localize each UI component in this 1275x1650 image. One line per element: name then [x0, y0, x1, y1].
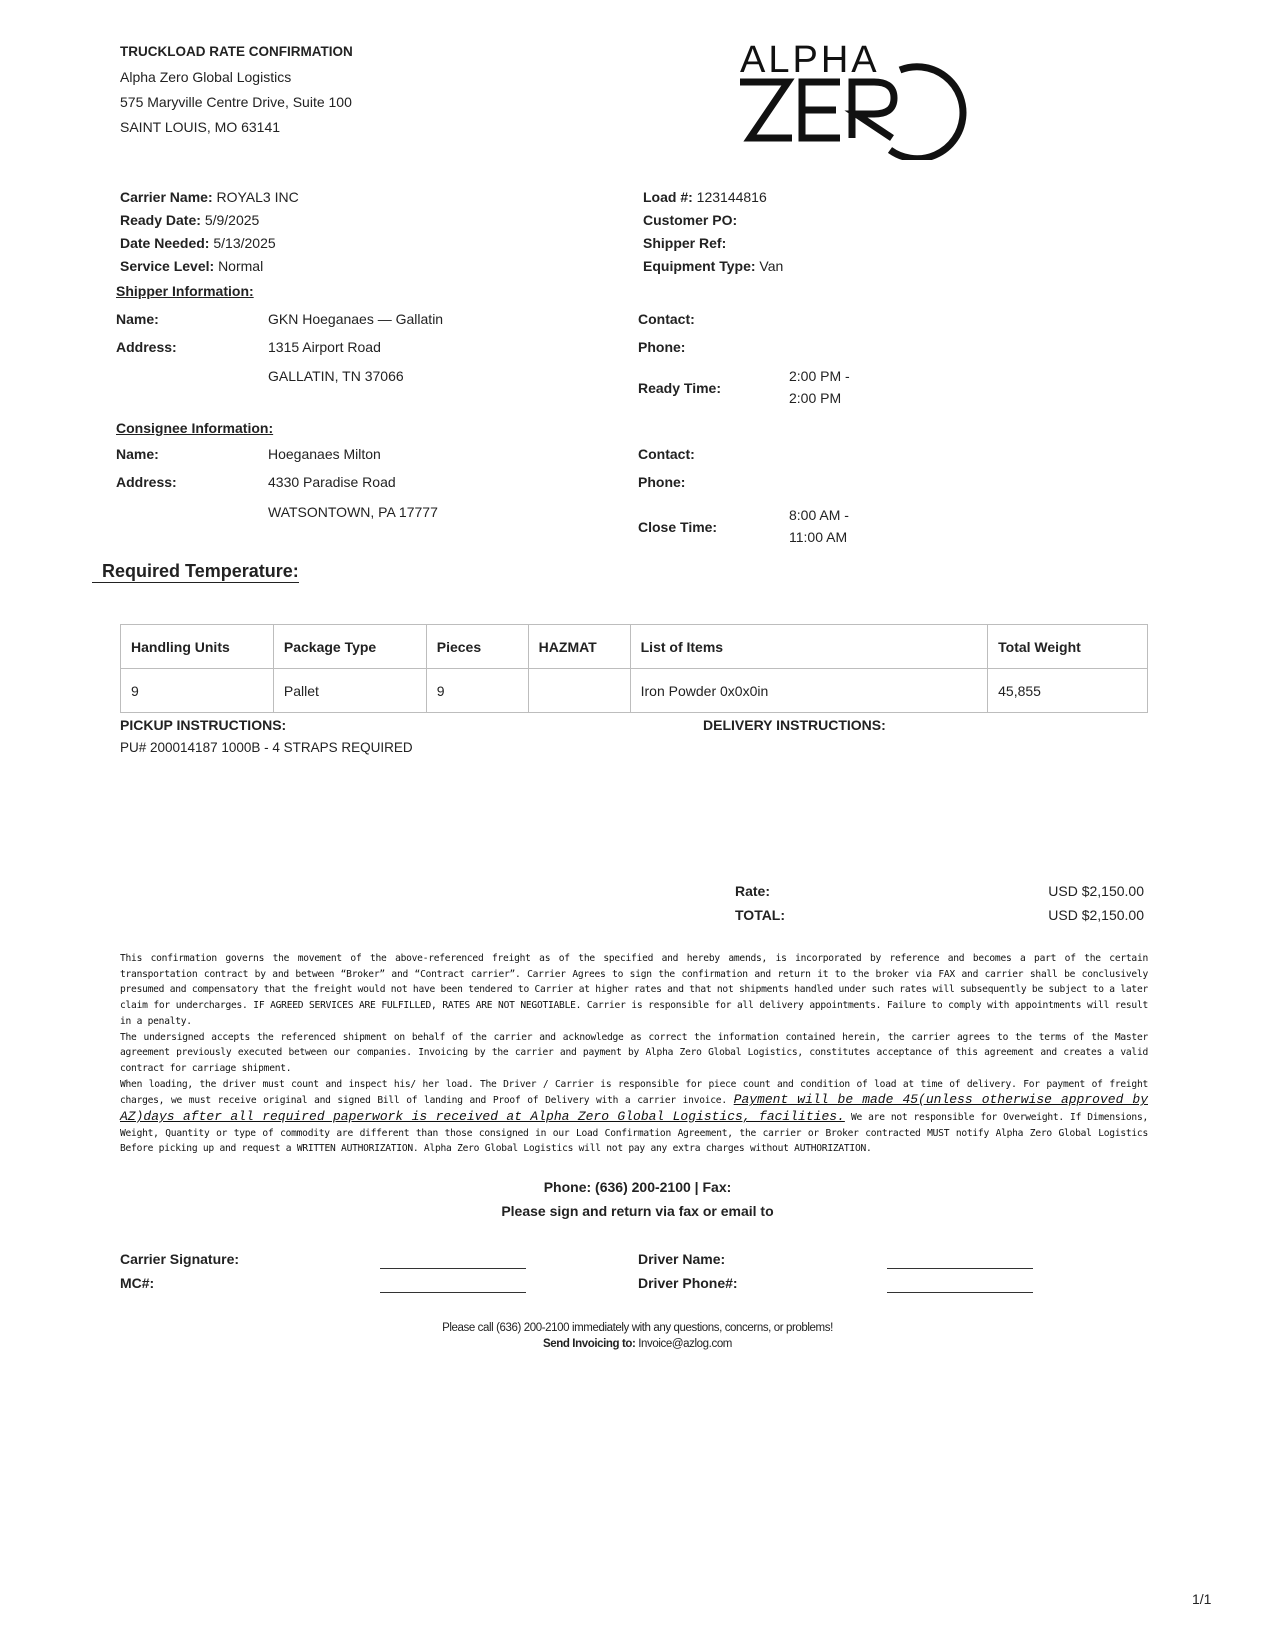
- terms-paragraph-1: This confirmation governs the movement of the above-referenced freight as of the specified and hereby amends, is incorporated by reference and becomes a part of the certain transportation contract by and between “Broker” and “Contract carrier”. Carrier Agrees to sign the confirmation and return it to the broker via FAX and carrier shall be conclusively presumed and compensatory that the freight would not have been tendered to Carrier at higher rates and that not shipments handled under such rates will subsequently be subject to a later claim for undercharges. IF AGREED SERVICES ARE FULFILLED, RATES ARE NOT NEGOTIABLE. Carrier is responsible for all delivery appointments. Failure to comply with appointments will result in a penalty.: [120, 953, 1148, 1027]
- carrier-name-row: [120, 188, 299, 206]
- logo-text-top: ALPHA: [740, 40, 880, 81]
- total-label: TOTAL:: [735, 907, 786, 923]
- company-name: Alpha Zero Global Logistics: [120, 69, 292, 85]
- consignee-address-line1: 4330 Paradise Road: [268, 474, 396, 490]
- driver-name-line[interactable]: [887, 1268, 1033, 1269]
- document-title: TRUCKLOAD RATE CONFIRMATION: [120, 44, 353, 59]
- shipper-ref-label: Shipper Ref:: [643, 235, 727, 251]
- consignee-name-value: Hoeganaes Milton: [268, 446, 381, 462]
- pickup-instructions-label: PICKUP INSTRUCTIONS:: [120, 717, 287, 733]
- consignee-name-label: Name:: [116, 446, 159, 462]
- driver-name-label: Driver Name:: [638, 1251, 726, 1267]
- carrier-signature-line[interactable]: [380, 1268, 526, 1269]
- date-needed-label: Date Needed:: [120, 235, 210, 251]
- load-number-value: 123144816: [696, 189, 767, 205]
- service-level-label: Service Level:: [120, 258, 215, 274]
- mc-number-line[interactable]: [380, 1292, 526, 1293]
- date-needed-row: [120, 234, 276, 252]
- shipper-contact-label: Contact:: [638, 311, 695, 327]
- required-temperature-heading: Required Temperature:: [92, 560, 299, 583]
- carrier-signature-label: Carrier Signature:: [120, 1251, 240, 1267]
- page-number: 1/1: [1192, 1591, 1212, 1607]
- col-header-package-type: Package Type: [273, 625, 426, 669]
- cell-list-of-items: Iron Powder 0x0x0in: [630, 669, 988, 713]
- cell-handling-units: 9: [121, 669, 274, 713]
- terms-paragraph-2: The undersigned accepts the referenced shipment on behalf of the carrier and acknowledge as correct the information contained herein, the carrier agrees to the terms of the Master agreement previously executed between our companies. Invoicing by the carrier and payment by Alpha Zero Global Logistics, constitutes acceptance of this agreement and creates a valid contract for carriage shipment.: [120, 1031, 1148, 1074]
- delivery-instructions-label: DELIVERY INSTRUCTIONS:: [703, 717, 886, 733]
- shipper-ready-time-label: Ready Time:: [638, 380, 721, 396]
- consignee-close-time-line1: 8:00 AM -: [789, 507, 849, 523]
- mc-number-label: MC#:: [120, 1275, 155, 1291]
- driver-phone-line[interactable]: [887, 1292, 1033, 1293]
- customer-po-label: Customer PO:: [643, 212, 738, 228]
- footer-call-line: Please call (636) 200-2100 immediately with any questions, concerns, or problems!: [442, 1322, 833, 1334]
- rate-value: USD $2,150.00: [1048, 883, 1144, 899]
- terms-and-conditions: [120, 951, 1148, 1157]
- equipment-type-row: [643, 257, 783, 275]
- cell-pieces: 9: [426, 669, 528, 713]
- col-header-hazmat: HAZMAT: [528, 625, 630, 669]
- cell-total-weight: 45,855: [988, 669, 1148, 713]
- shipper-phone-label: Phone:: [638, 339, 686, 355]
- ready-date-value: 5/9/2025: [204, 212, 260, 228]
- consignee-phone-label: Phone:: [638, 474, 686, 490]
- phone-fax-line: Phone: (636) 200-2100 | Fax:: [543, 1179, 732, 1195]
- consignee-heading: Consignee Information:: [116, 420, 274, 436]
- sign-return-line: Please sign and return via fax or email to: [501, 1203, 774, 1219]
- date-needed-value: 5/13/2025: [213, 235, 276, 251]
- freight-table-header-row: [121, 625, 1148, 669]
- cell-package-type: Pallet: [273, 669, 426, 713]
- ready-date-row: [120, 211, 259, 229]
- col-header-total-weight: Total Weight: [988, 625, 1148, 669]
- carrier-name-label: Carrier Name:: [120, 189, 213, 205]
- invoice-email: Invoice@azlog.com: [638, 1338, 732, 1350]
- company-address-line1: 575 Maryville Centre Drive, Suite 100: [120, 94, 352, 110]
- consignee-close-time-label: Close Time:: [638, 519, 718, 535]
- shipper-address-line2: GALLATIN, TN 37066: [268, 368, 404, 384]
- consignee-contact-label: Contact:: [638, 446, 695, 462]
- shipper-name-value: GKN Hoeganaes — Gallatin: [268, 311, 444, 327]
- shipper-name-label: Name:: [116, 311, 159, 327]
- driver-phone-label: Driver Phone#:: [638, 1275, 738, 1291]
- ready-date-label: Ready Date:: [120, 212, 201, 228]
- service-level-value: Normal: [218, 258, 264, 274]
- col-header-pieces: Pieces: [426, 625, 528, 669]
- shipper-address-label: Address:: [116, 339, 177, 355]
- service-level-row: [120, 257, 263, 275]
- col-header-list-of-items: List of Items: [630, 625, 988, 669]
- footer-invoice-line: [0, 1336, 1275, 1352]
- consignee-address-label: Address:: [116, 474, 177, 490]
- carrier-name-value: ROYAL3 INC: [216, 189, 299, 205]
- load-number-label: Load #:: [643, 189, 693, 205]
- payment-terms: Payment will be made 45(unless otherwise approved by AZ)days after all required paperwork is received at Alpha Zero Global Logistics, facilities.: [120, 1092, 1149, 1125]
- terms-paragraph-3c: We are not responsible for Overweight. If Dimensions, Weight, Quantity or type of commodity are different than those consigned in our Load Confirmation Agreement, the carrier or Broker contracted MUST notify Alpha Zero Global Logistics Before picking up and request a WRITTEN AUTHORIZATION. Alpha Zero Global Logistics will not pay any extra charges without AUTHORIZATION.: [120, 1112, 1148, 1155]
- shipper-address-line1: 1315 Airport Road: [268, 339, 381, 355]
- shipper-heading: Shipper Information:: [116, 283, 254, 299]
- col-header-handling-units: Handling Units: [121, 625, 274, 669]
- shipper-ready-time-line2: 2:00 PM: [789, 390, 842, 406]
- invoice-label: Send Invoicing to:: [543, 1338, 636, 1350]
- company-address-line2: SAINT LOUIS, MO 63141: [120, 119, 281, 135]
- terms-paragraph-3: [120, 1077, 1148, 1158]
- alpha-zero-logo: [740, 40, 970, 160]
- table-row: [121, 669, 1148, 713]
- load-number-row: [643, 188, 767, 206]
- cell-hazmat: [528, 669, 630, 713]
- rate-label: Rate:: [735, 883, 771, 899]
- consignee-close-time-line2: 11:00 AM: [789, 529, 848, 545]
- terms-paragraph-3a: When loading, the driver must count and inspect his/ her load. The Driver / Carrier is responsible for piece count and condition of load at time of delivery. For payment of freight charges, we must receive original and signed Bill of landing and Proof of Delivery with a carrier invoice.: [120, 1078, 1148, 1107]
- consignee-address-line2: WATSONTOWN, PA 17777: [268, 504, 438, 520]
- freight-table: [120, 624, 1148, 713]
- total-value: USD $2,150.00: [1048, 907, 1144, 923]
- equipment-type-label: Equipment Type:: [643, 258, 756, 274]
- shipper-ready-time-line1: 2:00 PM -: [789, 368, 850, 384]
- pickup-instructions-text: PU# 200014187 1000B - 4 STRAPS REQUIRED: [120, 740, 413, 755]
- equipment-type-value: Van: [759, 258, 784, 274]
